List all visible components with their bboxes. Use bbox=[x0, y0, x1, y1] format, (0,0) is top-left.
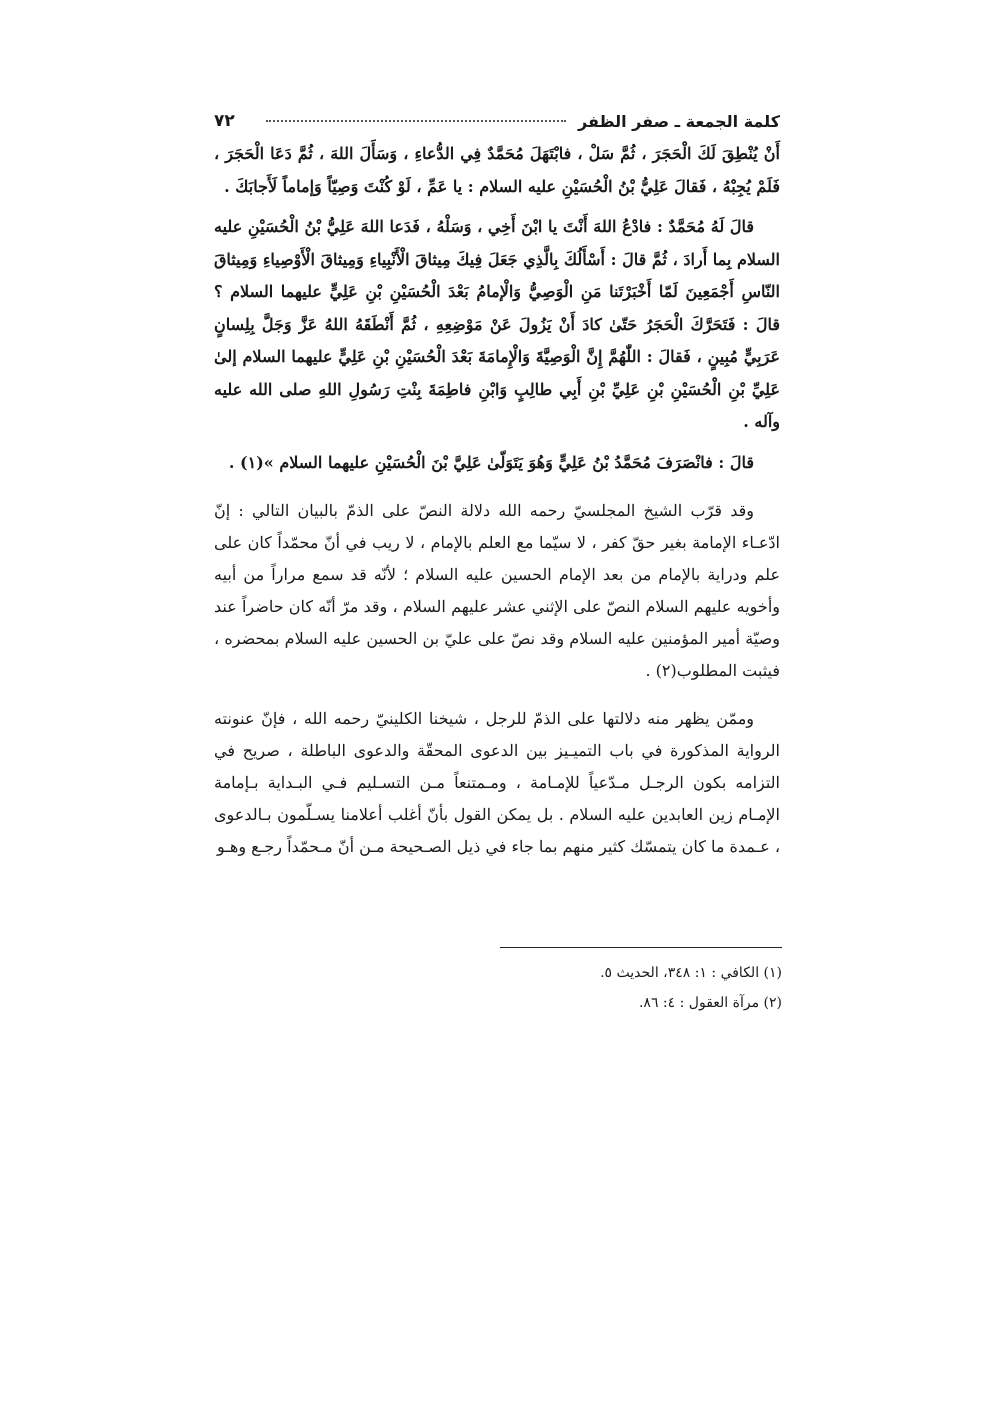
page-content bbox=[214, 104, 780, 863]
hadith-paragraph-2: قالَ لَهُ مُحَمَّدٌ : فادْعُ اللهَ أَنْتَ يا ابْنَ أَخِي ، وَسَلْهُ ، فَدَعا اللهَ عَلِيُّ بْنُ الْحُسَيْنِ عليه السلام بِما أَرادَ ، ثُمَّ قالَ : أَسْأَلُكَ بِالَّذِي جَعَلَ فِيكَ مِيثاقَ الْأَنْبِياءِ وَمِيثاقَ الْأَوْصِياءِ وَمِيثاقَ النّاسِ أَجْمَعِينَ لَمّا أَخْبَرْتَنا مَنِ الْوَصِيُّ وَالْإمامُ بَعْدَ الْحُسَيْنِ بْنِ عَلِيٍّ عليهما السلام ؟ قالَ : فَتَحَرَّكَ الْحَجَرُ حَتّىٰ كادَ أَنْ يَزُولَ عَنْ مَوْضِعِهِ ، ثُمَّ أَنْطَقَهُ اللهُ عَزَّ وَجَلَّ بِلِسانٍ عَرَبِيٍّ مُبِينٍ ، فَقالَ : اللّٰهُمَّ إِنَّ الْوَصِيَّةَ وَالْإِمامَةَ بَعْدَ الْحُسَيْنِ بْنِ عَلِيٍّ عليهما السلام إلىٰ عَلِيِّ بْنِ الْحُسَيْنِ بْنِ عَلِيِّ بْنِ أَبِي طالِبٍ وَابْنِ فاطِمَةَ بِنْتِ رَسُولِ اللهِ صلى الله عليه وآله . bbox=[214, 217, 781, 431]
hadith-paragraph-1: أَنْ يُنْطِقَ لَكَ الْحَجَرَ ، ثُمَّ سَلْ ، فابْتَهَلَ مُحَمَّدٌ فِي الدُّعاءِ ، وَسَأَلَ اللهَ ، ثُمَّ دَعَا الْحَجَرَ ، فَلَمْ يُجِبْهُ ، فَقالَ عَلِيُّ بْنُ الْحُسَيْنِ عليه السلام : يا عَمِّ ، لَوْ كُنْتَ وَصِيّاً وَإماماً لَأَجابَكَ . bbox=[214, 144, 780, 196]
header-dotted-leader bbox=[266, 120, 566, 122]
running-header bbox=[214, 104, 780, 138]
header-book-title: كلمة الجمعة ـ صفر الظفر bbox=[578, 111, 780, 131]
hadith-paragraph-3: قالَ : فانْصَرَفَ مُحَمَّدُ بْنُ عَلِيٍّ وَهُوَ يَتَوَلّىٰ عَلِيَّ بْنَ الْحُسَيْنِ عليهما السلام »(١) . bbox=[228, 452, 754, 472]
footnote-1: (١) الكافي : ١: ٣٤٨، الحديث ٥. bbox=[600, 965, 782, 981]
commentary-paragraph-1: وقد قرّب الشيخ المجلسيّ رحمه الله دلالة النصّ على الذمّ بالبيان التالي : إنّ ادّعـاء الإمامة بغير حقّ كفر ، لا سيّما مع العلم بالإمام ، لا ريب في أنّ محمّداً كان على علم ودراية بالإمام من بعد الإمام الحسين عليه السلام ؛ لأنّه قد سمع مراراً من أبيه وأخويه عليهم السلام النصّ على الإثني عشر عليهم السلام ، وقد مرّ أنّه كان حاضراً عند وصيّة أمير المؤمنين عليه السلام وقد نصّ على عليّ بن الحسين عليه السلام بمحضره ، فيثبت المطلوب(٢) . bbox=[214, 501, 780, 680]
footnote-2: (٢) مرآة العقول : ٤: ٨٦. bbox=[638, 995, 782, 1011]
page-number: ٧٢ bbox=[214, 111, 235, 131]
footnote-separator bbox=[500, 947, 782, 948]
commentary-paragraph-2: وممّن يظهر منه دلالتها على الذمّ للرجل ، شيخنا الكلينيّ رحمه الله ، فإنّ عنونته الرواية المذكورة في باب التميـيز بين الدعوى المحقّة والدعوى الباطلة ، صريح في التزامه بكون الرجـل مـدّعياً للإمـامة ، ومـمتنعاً مـن التسـليم فـي البـداية بـإمامة الإمـام زين العابدين عليه السلام . بل يمكن القول بأنّ أغلب أعلامنا يسـلّمون بـالدعوى ، عـمدة ما كان يتمسّك كثير منهم بما جاء في ذيل الصـحيحة مـن أنّ مـحمّداً رجـع وهـو bbox=[214, 709, 780, 856]
footnotes bbox=[500, 958, 782, 1018]
